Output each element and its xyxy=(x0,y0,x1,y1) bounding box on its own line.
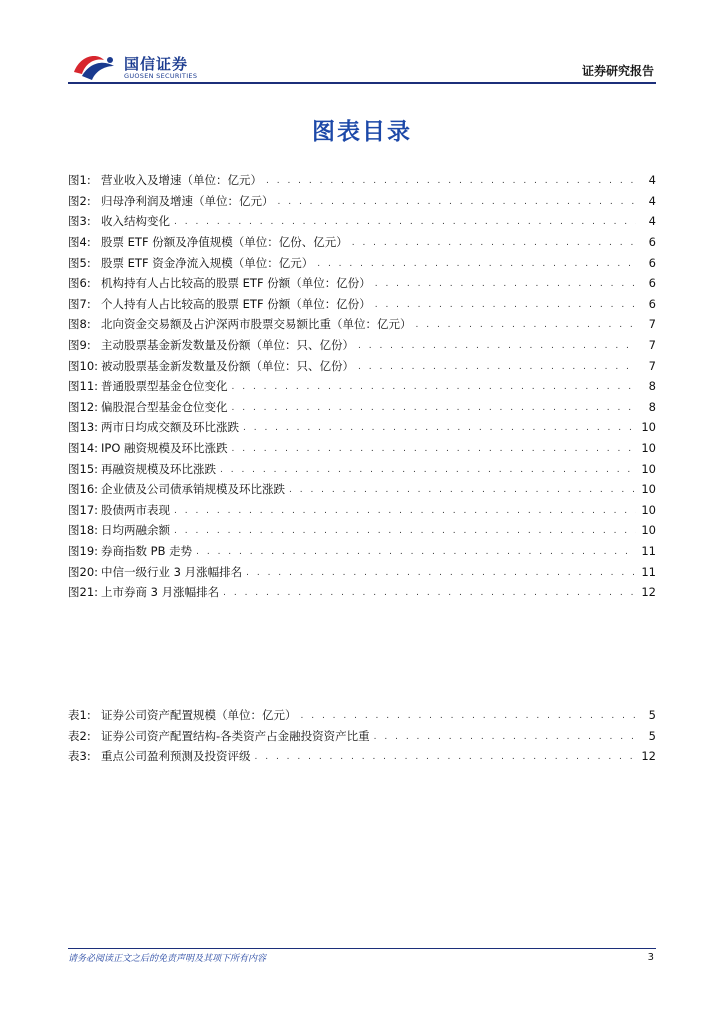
toc-text: 证券公司资产配置规模（单位：亿元） xyxy=(101,708,297,723)
toc-label: 图7: xyxy=(68,296,91,311)
toc-text: 北向资金交易额及占沪深两市股票交易额比重（单位：亿元） xyxy=(101,317,412,332)
page-title: 图表目录 xyxy=(312,119,412,145)
toc-text: 归母净利润及增速（单位：亿元） xyxy=(101,193,274,208)
toc-text: 机构持有人占比较高的股票 ETF 份额（单位：亿份） xyxy=(101,276,371,291)
toc-page-number: 6 xyxy=(648,276,656,291)
toc-text: 股票 ETF 份额及净值规模（单位：亿份、亿元） xyxy=(101,235,348,250)
toc-text: 股票 ETF 资金净流入规模（单位：亿元） xyxy=(101,255,314,270)
toc-leader-dots xyxy=(223,586,636,600)
footer-divider xyxy=(68,948,656,949)
toc-label: 表1: xyxy=(68,708,91,723)
toc-entry-figure-17[interactable] xyxy=(68,500,656,521)
guosen-logo xyxy=(68,48,218,84)
toc-text: 个人持有人占比较高的股票 ETF 份额（单位：亿份） xyxy=(101,296,371,311)
toc-label: 表2: xyxy=(68,728,91,743)
header-divider xyxy=(68,82,656,84)
toc-page-number: 12 xyxy=(641,585,656,600)
toc-entry-table-3[interactable] xyxy=(68,746,656,767)
page-number: 3 xyxy=(647,952,654,963)
toc-page-number: 10 xyxy=(641,441,656,456)
toc-label: 图6: xyxy=(68,276,91,291)
table-list xyxy=(68,705,656,767)
toc-leader-dots xyxy=(196,545,636,559)
toc-text: IPO 融资规模及环比涨跌 xyxy=(101,441,228,456)
toc-text: 股债两市表现 xyxy=(101,502,170,517)
toc-text: 证券公司资产配置结构-各类资产占金融投资资产比重 xyxy=(101,728,370,743)
toc-label: 表3: xyxy=(68,749,91,764)
toc-leader-dots xyxy=(255,750,637,764)
toc-entry-figure-2[interactable] xyxy=(68,191,656,212)
toc-leader-dots xyxy=(289,483,636,497)
toc-leader-dots xyxy=(232,442,636,456)
toc-entry-figure-15[interactable] xyxy=(68,458,656,479)
toc-label: 图12: xyxy=(68,399,99,414)
toc-page-number: 4 xyxy=(648,193,656,208)
toc-page-number: 6 xyxy=(648,235,656,250)
toc-leader-dots xyxy=(352,236,636,250)
toc-text: 被动股票基金新发数量及份额（单位：只、亿份） xyxy=(101,358,354,373)
toc-text: 再融资规模及环比涨跌 xyxy=(101,461,216,476)
toc-leader-dots xyxy=(266,174,636,188)
toc-entry-figure-7[interactable] xyxy=(68,294,656,315)
toc-page-number: 5 xyxy=(648,708,656,723)
figure-list xyxy=(68,170,656,602)
toc-text: 主动股票基金新发数量及份额（单位：只、亿份） xyxy=(101,338,354,353)
toc-leader-dots xyxy=(220,463,636,477)
toc-entry-figure-20[interactable] xyxy=(68,561,656,582)
toc-page-number: 6 xyxy=(648,255,656,270)
toc-label: 图3: xyxy=(68,214,91,229)
toc-label: 图16: xyxy=(68,482,99,497)
toc-page-number: 5 xyxy=(648,728,656,743)
toc-entry-figure-9[interactable] xyxy=(68,335,656,356)
toc-page-number: 4 xyxy=(648,173,656,188)
toc-text: 营业收入及增速（单位：亿元） xyxy=(101,173,262,188)
toc-text: 日均两融余额 xyxy=(101,523,170,538)
toc-page-number: 7 xyxy=(648,338,656,353)
toc-entry-figure-8[interactable] xyxy=(68,314,656,335)
toc-label: 图11: xyxy=(68,379,99,394)
toc-leader-dots xyxy=(232,380,637,394)
toc-page-number: 10 xyxy=(641,502,656,517)
toc-page-number: 7 xyxy=(648,358,656,373)
toc-leader-dots xyxy=(416,318,637,332)
toc-entry-figure-1[interactable] xyxy=(68,170,656,191)
toc-entry-table-2[interactable] xyxy=(68,726,656,747)
logo-text-en: GUOSEN SECURITIES xyxy=(124,72,198,80)
toc-text: 上市券商 3 月涨幅排名 xyxy=(101,585,220,600)
toc-label: 图21: xyxy=(68,585,99,600)
toc-label: 图19: xyxy=(68,543,99,558)
toc-label: 图18: xyxy=(68,523,99,538)
toc-text: 两市日均成交额及环比涨跌 xyxy=(101,420,239,435)
toc-leader-dots xyxy=(174,215,636,229)
toc-page-number: 8 xyxy=(648,379,656,394)
toc-entry-figure-10[interactable] xyxy=(68,355,656,376)
toc-label: 图4: xyxy=(68,235,91,250)
toc-page-number: 6 xyxy=(648,296,656,311)
toc-leader-dots xyxy=(246,566,636,580)
toc-label: 图1: xyxy=(68,173,91,188)
report-type-label: 证券研究报告 xyxy=(581,64,654,78)
toc-page-number: 7 xyxy=(648,317,656,332)
toc-leader-dots xyxy=(278,195,637,209)
toc-text: 收入结构变化 xyxy=(101,214,170,229)
toc-entry-figure-16[interactable] xyxy=(68,479,656,500)
toc-label: 图14: xyxy=(68,441,99,456)
toc-page-number: 11 xyxy=(641,543,656,558)
logo-text-cn: 国信证券 xyxy=(124,55,189,73)
toc-page-number: 11 xyxy=(641,564,656,579)
toc-entry-figure-5[interactable] xyxy=(68,252,656,273)
toc-label: 图5: xyxy=(68,255,91,270)
toc-entry-figure-14[interactable] xyxy=(68,438,656,459)
toc-page-number: 10 xyxy=(641,482,656,497)
toc-entry-figure-4[interactable] xyxy=(68,232,656,253)
toc-label: 图15: xyxy=(68,461,99,476)
toc-label: 图13: xyxy=(68,420,99,435)
toc-leader-dots xyxy=(243,421,636,435)
toc-entry-figure-18[interactable] xyxy=(68,520,656,541)
toc-page-number: 12 xyxy=(641,749,656,764)
toc-leader-dots xyxy=(358,360,636,374)
toc-label: 图17: xyxy=(68,502,99,517)
toc-text: 偏股混合型基金仓位变化 xyxy=(101,399,228,414)
toc-entry-figure-3[interactable] xyxy=(68,211,656,232)
toc-text: 重点公司盈利预测及投资评级 xyxy=(101,749,251,764)
toc-leader-dots xyxy=(374,730,636,744)
toc-page-number: 4 xyxy=(648,214,656,229)
toc-leader-dots xyxy=(317,257,636,271)
toc-entry-figure-6[interactable] xyxy=(68,273,656,294)
toc-label: 图9: xyxy=(68,338,91,353)
toc-leader-dots xyxy=(375,298,636,312)
toc-leader-dots xyxy=(301,709,637,723)
toc-leader-dots xyxy=(375,277,636,291)
toc-entry-figure-21[interactable] xyxy=(68,582,656,603)
toc-leader-dots xyxy=(174,504,636,518)
toc-entry-table-1[interactable] xyxy=(68,705,656,726)
toc-entry-figure-13[interactable] xyxy=(68,417,656,438)
toc-text: 中信一级行业 3 月涨幅排名 xyxy=(101,564,243,579)
toc-leader-dots xyxy=(358,339,636,353)
toc-leader-dots xyxy=(232,401,637,415)
toc-leader-dots xyxy=(174,524,636,538)
toc-label: 图2: xyxy=(68,193,91,208)
guosen-logo-icon xyxy=(70,52,118,82)
toc-text: 企业债及公司债承销规模及环比涨跌 xyxy=(101,482,285,497)
toc-page-number: 10 xyxy=(641,420,656,435)
toc-text: 券商指数 PB 走势 xyxy=(101,543,193,558)
toc-page-number: 10 xyxy=(641,461,656,476)
disclaimer-text: 请务必阅读正文之后的免责声明及其项下所有内容 xyxy=(68,954,267,964)
toc-label: 图10: xyxy=(68,358,99,373)
toc-text: 普通股票型基金仓位变化 xyxy=(101,379,228,394)
toc-entry-figure-12[interactable] xyxy=(68,397,656,418)
toc-page-number: 10 xyxy=(641,523,656,538)
toc-page-number: 8 xyxy=(648,399,656,414)
toc-entry-figure-19[interactable] xyxy=(68,541,656,562)
toc-label: 图20: xyxy=(68,564,99,579)
toc-entry-figure-11[interactable] xyxy=(68,376,656,397)
toc-label: 图8: xyxy=(68,317,91,332)
